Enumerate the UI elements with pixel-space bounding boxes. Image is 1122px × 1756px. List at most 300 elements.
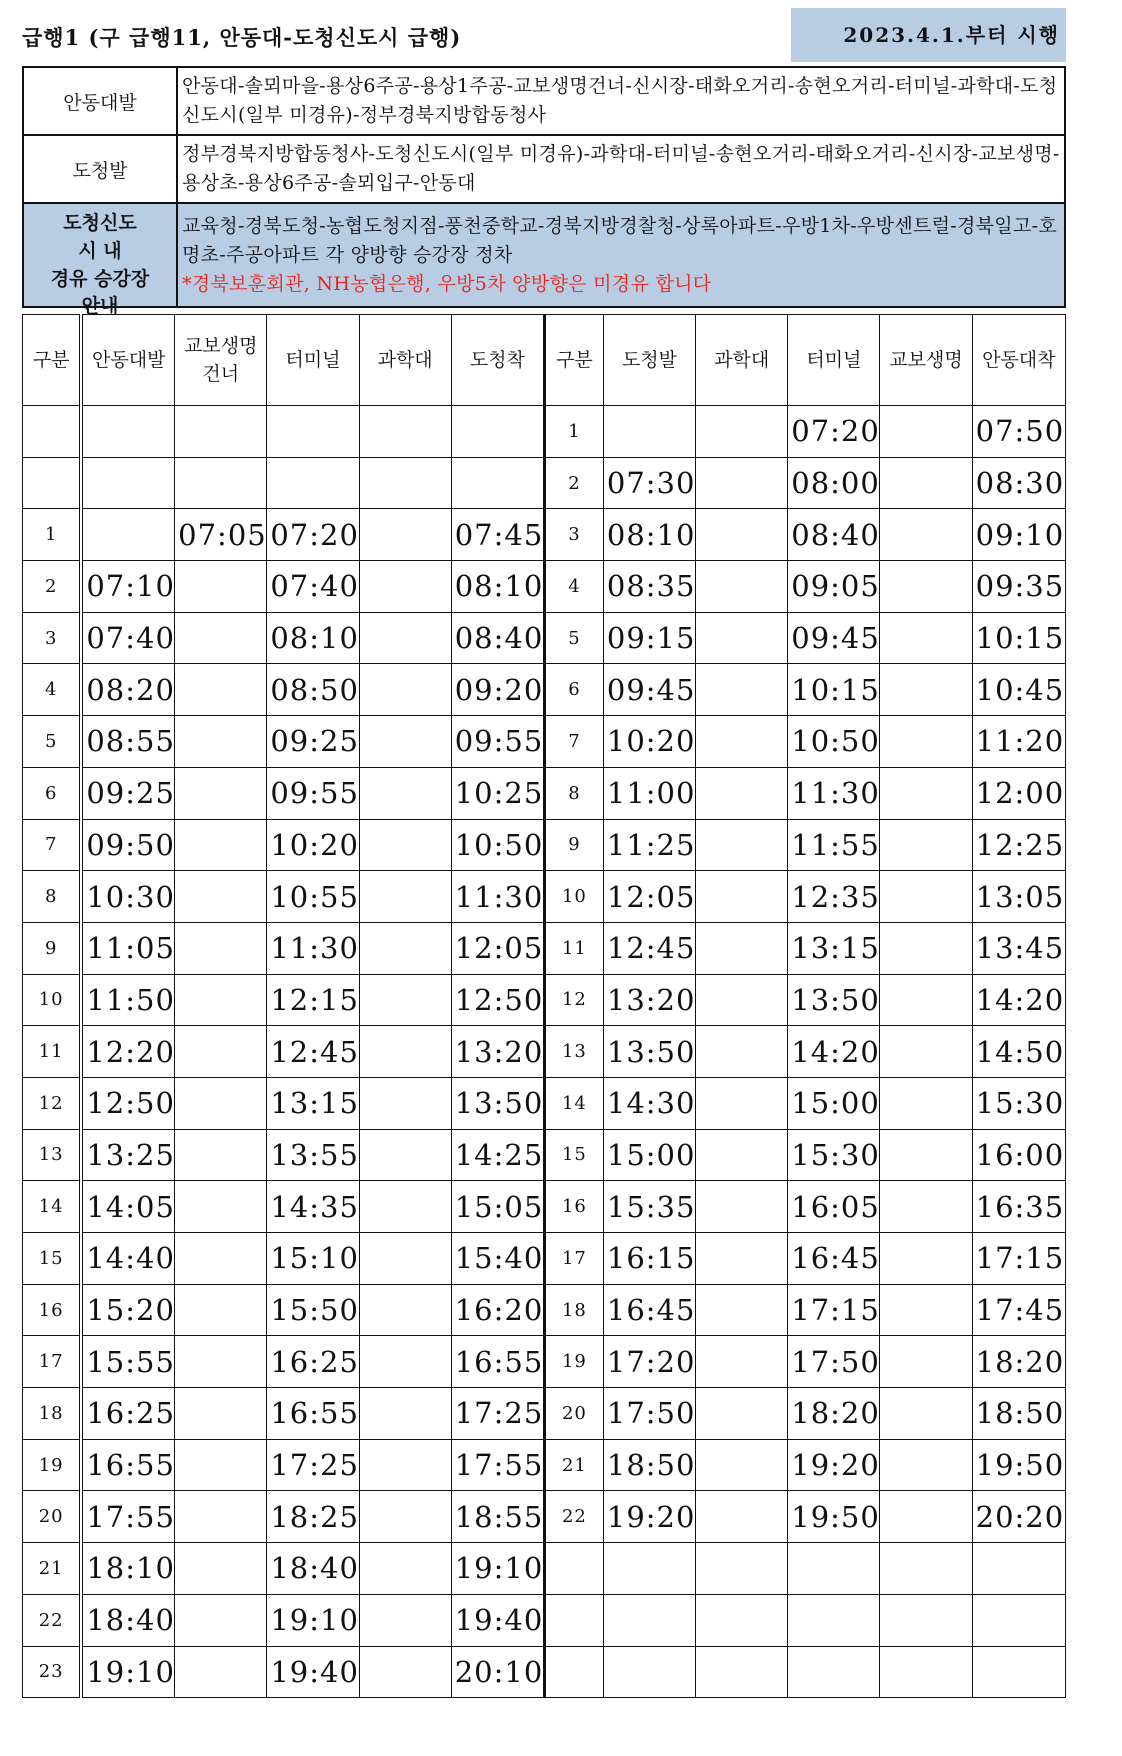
time-cell-right: 18:20	[788, 1388, 880, 1440]
time-cell-left: 10:25	[451, 767, 544, 819]
row-number-right	[545, 1646, 604, 1698]
time-cell-left: 19:40	[267, 1646, 359, 1698]
route-row-stops	[23, 203, 1065, 307]
time-cell-left	[175, 1594, 267, 1646]
row-number-left	[23, 406, 82, 458]
schedule-header-row	[23, 315, 1066, 406]
time-cell-right	[880, 406, 972, 458]
time-cell-left: 15:20	[81, 1284, 174, 1336]
table-row	[23, 1181, 1066, 1233]
stops-label	[23, 203, 177, 317]
time-cell-right: 13:05	[972, 871, 1065, 923]
time-cell-right	[880, 1491, 972, 1543]
time-cell-right: 10:45	[972, 664, 1065, 716]
time-cell-right	[603, 406, 695, 458]
table-row	[23, 1129, 1066, 1181]
time-cell-left: 15:05	[451, 1181, 544, 1233]
time-cell-right	[972, 1543, 1065, 1595]
time-cell-left	[175, 974, 267, 1026]
time-cell-right: 07:50	[972, 406, 1065, 458]
row-number-right: 15	[545, 1129, 604, 1181]
route-text-andong: 안동대-솔뫼마을-용상6주공-용상1주공-교보생명건너-신시장-태화오거리-송현오거리-터미널-과학대-도청신도시(일부 미경유)-정부경북지방합동청사	[177, 67, 1065, 135]
header-left-2: 교보생명건너	[175, 315, 267, 406]
time-cell-right: 17:45	[972, 1284, 1065, 1336]
table-row	[23, 1284, 1066, 1336]
time-cell-right: 13:50	[603, 1026, 695, 1078]
time-cell-right: 14:50	[972, 1026, 1065, 1078]
header-left-1: 안동대발	[81, 315, 174, 406]
time-cell-right: 17:15	[972, 1233, 1065, 1285]
time-cell-right	[696, 1594, 788, 1646]
time-cell-left	[359, 457, 451, 509]
time-cell-left	[359, 1336, 451, 1388]
time-cell-left	[359, 561, 451, 613]
row-number-left: 16	[23, 1284, 82, 1336]
time-cell-left: 10:20	[267, 819, 359, 871]
time-cell-right: 19:20	[788, 1439, 880, 1491]
time-cell-right	[696, 1336, 788, 1388]
time-cell-right: 15:30	[788, 1129, 880, 1181]
row-number-right: 7	[545, 716, 604, 768]
time-cell-left	[175, 1284, 267, 1336]
row-number-left: 13	[23, 1129, 82, 1181]
time-cell-right	[880, 716, 972, 768]
table-row	[23, 1336, 1066, 1388]
time-cell-left	[175, 457, 267, 509]
table-row	[23, 561, 1066, 613]
time-cell-left	[175, 1491, 267, 1543]
time-cell-left	[359, 1543, 451, 1595]
time-cell-right: 14:20	[972, 974, 1065, 1026]
time-cell-right: 20:20	[972, 1491, 1065, 1543]
time-cell-right	[880, 974, 972, 1026]
time-cell-left: 12:50	[451, 974, 544, 1026]
time-cell-left: 13:20	[451, 1026, 544, 1078]
time-cell-left	[359, 406, 451, 458]
table-row	[23, 509, 1066, 561]
time-cell-left: 14:05	[81, 1181, 174, 1233]
time-cell-left: 19:10	[267, 1594, 359, 1646]
row-number-left: 7	[23, 819, 82, 871]
time-cell-right	[696, 406, 788, 458]
time-cell-left	[359, 767, 451, 819]
time-cell-left: 16:55	[81, 1439, 174, 1491]
time-cell-left	[359, 871, 451, 923]
time-cell-left	[175, 561, 267, 613]
row-number-left: 17	[23, 1336, 82, 1388]
effective-date: 2023.4.1.부터 시행	[791, 8, 1066, 62]
time-cell-left: 08:50	[267, 664, 359, 716]
stops-label-line2: 시 내	[78, 240, 122, 262]
time-cell-left: 13:25	[81, 1129, 174, 1181]
time-cell-left: 07:40	[81, 612, 174, 664]
time-cell-right: 16:00	[972, 1129, 1065, 1181]
time-cell-left: 11:30	[267, 922, 359, 974]
route-label-andong: 안동대발	[23, 67, 177, 135]
time-cell-right: 10:20	[603, 716, 695, 768]
time-cell-right: 18:50	[603, 1439, 695, 1491]
time-cell-left	[359, 664, 451, 716]
time-cell-left	[451, 457, 544, 509]
time-cell-left	[359, 974, 451, 1026]
time-cell-right: 16:15	[603, 1233, 695, 1285]
time-cell-left: 09:55	[267, 767, 359, 819]
time-cell-right: 08:00	[788, 457, 880, 509]
time-cell-left	[359, 1594, 451, 1646]
time-cell-right: 12:45	[603, 922, 695, 974]
time-cell-right: 15:35	[603, 1181, 695, 1233]
time-cell-right	[880, 1026, 972, 1078]
time-cell-right	[603, 1646, 695, 1698]
stops-text-cell	[177, 203, 1065, 307]
time-cell-right	[880, 922, 972, 974]
time-cell-left: 13:15	[267, 1077, 359, 1129]
row-number-right: 11	[545, 922, 604, 974]
header-right-2: 과학대	[696, 315, 788, 406]
time-cell-left	[359, 1439, 451, 1491]
row-number-left: 11	[23, 1026, 82, 1078]
time-cell-left	[175, 612, 267, 664]
time-cell-right	[696, 974, 788, 1026]
time-cell-left	[175, 1129, 267, 1181]
row-number-right: 1	[545, 406, 604, 458]
time-cell-right: 09:45	[788, 612, 880, 664]
time-cell-right	[696, 1026, 788, 1078]
time-cell-right	[603, 1543, 695, 1595]
time-cell-right: 16:45	[603, 1284, 695, 1336]
row-number-left: 10	[23, 974, 82, 1026]
row-number-right	[545, 1594, 604, 1646]
time-cell-left: 09:25	[81, 767, 174, 819]
row-number-right: 5	[545, 612, 604, 664]
time-cell-right	[696, 1077, 788, 1129]
time-cell-right	[696, 819, 788, 871]
time-cell-left	[359, 922, 451, 974]
row-number-right: 12	[545, 974, 604, 1026]
time-cell-right	[880, 457, 972, 509]
table-row	[23, 1388, 1066, 1440]
time-cell-right: 09:45	[603, 664, 695, 716]
time-cell-left: 13:55	[267, 1129, 359, 1181]
time-cell-left: 11:50	[81, 974, 174, 1026]
time-cell-left	[359, 509, 451, 561]
time-cell-left	[359, 1077, 451, 1129]
row-number-right: 22	[545, 1491, 604, 1543]
time-cell-right: 19:50	[972, 1439, 1065, 1491]
time-cell-right: 13:20	[603, 974, 695, 1026]
stops-label-line1: 도청신도	[63, 212, 137, 234]
time-cell-left	[175, 1077, 267, 1129]
time-cell-left: 12:15	[267, 974, 359, 1026]
time-cell-right	[696, 871, 788, 923]
header-left-5: 도청착	[451, 315, 544, 406]
table-row	[23, 406, 1066, 458]
row-number-right: 8	[545, 767, 604, 819]
time-cell-left: 19:40	[451, 1594, 544, 1646]
table-row	[23, 1594, 1066, 1646]
time-cell-right: 08:35	[603, 561, 695, 613]
time-cell-right	[696, 561, 788, 613]
time-cell-left: 09:55	[451, 716, 544, 768]
table-row	[23, 1439, 1066, 1491]
time-cell-left: 09:20	[451, 664, 544, 716]
time-cell-left	[81, 457, 174, 509]
header-right-3: 터미널	[788, 315, 880, 406]
row-number-right: 13	[545, 1026, 604, 1078]
row-number-left: 19	[23, 1439, 82, 1491]
time-cell-left: 11:30	[451, 871, 544, 923]
time-cell-left	[451, 406, 544, 458]
row-number-right: 6	[545, 664, 604, 716]
time-cell-right: 12:35	[788, 871, 880, 923]
time-cell-right	[788, 1594, 880, 1646]
table-row	[23, 457, 1066, 509]
time-cell-left: 15:10	[267, 1233, 359, 1285]
time-cell-left	[175, 1336, 267, 1388]
table-row	[23, 767, 1066, 819]
time-cell-left: 11:05	[81, 922, 174, 974]
time-cell-right	[696, 1491, 788, 1543]
time-cell-right	[880, 1181, 972, 1233]
time-cell-left: 10:55	[267, 871, 359, 923]
time-cell-right	[880, 1543, 972, 1595]
time-cell-right: 17:20	[603, 1336, 695, 1388]
time-cell-left	[175, 1388, 267, 1440]
time-cell-right: 08:30	[972, 457, 1065, 509]
time-cell-right: 16:05	[788, 1181, 880, 1233]
time-cell-right: 14:30	[603, 1077, 695, 1129]
time-cell-right: 07:30	[603, 457, 695, 509]
table-row	[23, 1233, 1066, 1285]
stops-label-line4: 안내	[81, 295, 119, 317]
header-right-5: 안동대착	[972, 315, 1065, 406]
time-cell-left	[359, 1026, 451, 1078]
time-cell-right: 07:20	[788, 406, 880, 458]
time-cell-right	[696, 1388, 788, 1440]
time-cell-left: 15:50	[267, 1284, 359, 1336]
row-number-left: 20	[23, 1491, 82, 1543]
row-number-right: 16	[545, 1181, 604, 1233]
table-row	[23, 1077, 1066, 1129]
time-cell-left	[359, 716, 451, 768]
time-cell-left: 16:25	[267, 1336, 359, 1388]
header-right-1: 도청발	[603, 315, 695, 406]
time-cell-right: 13:15	[788, 922, 880, 974]
time-cell-right: 09:10	[972, 509, 1065, 561]
time-cell-left: 08:10	[451, 561, 544, 613]
time-cell-right: 13:45	[972, 922, 1065, 974]
time-cell-right	[880, 871, 972, 923]
row-number-left: 4	[23, 664, 82, 716]
row-number-left: 21	[23, 1543, 82, 1595]
time-cell-left: 15:55	[81, 1336, 174, 1388]
time-cell-left	[359, 1181, 451, 1233]
time-cell-right: 19:20	[603, 1491, 695, 1543]
time-cell-right	[696, 1439, 788, 1491]
time-cell-left: 10:50	[451, 819, 544, 871]
time-cell-right	[696, 1129, 788, 1181]
time-cell-right	[880, 819, 972, 871]
time-cell-right	[696, 1284, 788, 1336]
time-cell-left: 07:45	[451, 509, 544, 561]
time-cell-right	[880, 767, 972, 819]
time-cell-left	[359, 1646, 451, 1698]
time-cell-left	[359, 819, 451, 871]
time-cell-left: 07:40	[267, 561, 359, 613]
time-cell-left: 16:20	[451, 1284, 544, 1336]
time-cell-left	[359, 1233, 451, 1285]
table-row	[23, 819, 1066, 871]
time-cell-right: 09:05	[788, 561, 880, 613]
time-cell-left: 07:05	[175, 509, 267, 561]
time-cell-right: 09:15	[603, 612, 695, 664]
time-cell-left	[81, 406, 174, 458]
time-cell-right: 11:20	[972, 716, 1065, 768]
stops-text: 교육청-경북도청-농협도청지점-풍천중학교-경북지방경찰청-상록아파트-우방1차-우방센트럴-경북일고-호명초-주공아파트 각 양방향 승강장 정차	[182, 214, 1057, 266]
time-cell-right	[788, 1646, 880, 1698]
time-cell-right: 15:00	[788, 1077, 880, 1129]
time-cell-left	[175, 406, 267, 458]
time-cell-left: 17:55	[451, 1439, 544, 1491]
stops-note: *경북보훈회관, NH농협은행, 우방5차 양방향은 미경유 합니다	[182, 272, 712, 295]
time-cell-left: 08:55	[81, 716, 174, 768]
row-number-right: 10	[545, 871, 604, 923]
time-cell-left: 12:50	[81, 1077, 174, 1129]
time-cell-left: 08:40	[451, 612, 544, 664]
time-cell-right	[880, 1077, 972, 1129]
row-number-right: 2	[545, 457, 604, 509]
row-number-left: 23	[23, 1646, 82, 1698]
row-number-right: 4	[545, 561, 604, 613]
time-cell-right: 17:15	[788, 1284, 880, 1336]
table-row	[23, 922, 1066, 974]
row-number-right: 19	[545, 1336, 604, 1388]
schedule-body	[23, 406, 1066, 1698]
time-cell-left: 08:10	[267, 612, 359, 664]
time-cell-right	[696, 716, 788, 768]
time-cell-right	[880, 1233, 972, 1285]
time-cell-right: 10:15	[788, 664, 880, 716]
row-number-left: 22	[23, 1594, 82, 1646]
time-cell-right	[696, 1543, 788, 1595]
time-cell-left: 19:10	[81, 1646, 174, 1698]
table-row	[23, 612, 1066, 664]
time-cell-right	[880, 509, 972, 561]
row-number-right: 3	[545, 509, 604, 561]
time-cell-left: 14:35	[267, 1181, 359, 1233]
stops-label-line3: 경유 승강장	[50, 268, 150, 290]
time-cell-right: 08:10	[603, 509, 695, 561]
time-cell-right: 12:25	[972, 819, 1065, 871]
time-cell-right: 11:55	[788, 819, 880, 871]
table-row	[23, 1026, 1066, 1078]
time-cell-left	[175, 1439, 267, 1491]
time-cell-right	[696, 664, 788, 716]
time-cell-left	[175, 1026, 267, 1078]
time-cell-left: 16:55	[451, 1336, 544, 1388]
time-cell-left	[267, 406, 359, 458]
time-cell-right	[880, 1336, 972, 1388]
row-number-right	[545, 1543, 604, 1595]
time-cell-right	[880, 1129, 972, 1181]
time-cell-left: 09:25	[267, 716, 359, 768]
row-number-left	[23, 457, 82, 509]
time-cell-right	[696, 509, 788, 561]
time-cell-right	[880, 1388, 972, 1440]
time-cell-right	[696, 457, 788, 509]
row-number-right: 9	[545, 819, 604, 871]
time-cell-right: 11:00	[603, 767, 695, 819]
route-label-docheong: 도청발	[23, 135, 177, 203]
time-cell-left: 10:30	[81, 871, 174, 923]
time-cell-right	[696, 612, 788, 664]
header-right-4: 교보생명	[880, 315, 972, 406]
row-number-left: 18	[23, 1388, 82, 1440]
time-cell-left	[175, 1233, 267, 1285]
time-cell-right: 16:45	[788, 1233, 880, 1285]
time-cell-left	[175, 1543, 267, 1595]
time-cell-right	[880, 612, 972, 664]
time-cell-left: 19:10	[451, 1543, 544, 1595]
time-cell-left: 18:10	[81, 1543, 174, 1595]
row-number-left: 15	[23, 1233, 82, 1285]
time-cell-right: 17:50	[603, 1388, 695, 1440]
time-cell-left	[81, 509, 174, 561]
page-title: 급행1 (구 급행11, 안동대-도청신도시 급행)	[22, 25, 462, 50]
header-left-0: 구분	[23, 315, 82, 406]
time-cell-left: 12:45	[267, 1026, 359, 1078]
time-cell-right: 15:00	[603, 1129, 695, 1181]
time-cell-right: 10:15	[972, 612, 1065, 664]
route-text-docheong: 정부경북지방합동청사-도청신도시(일부 미경유)-과학대-터미널-송현오거리-태화오거리-신시장-교보생명-용상초-용상6주공-솔뫼입구-안동대	[177, 135, 1065, 203]
time-cell-right: 10:50	[788, 716, 880, 768]
time-cell-right	[696, 922, 788, 974]
header-left-3: 터미널	[267, 315, 359, 406]
time-cell-right	[880, 561, 972, 613]
time-cell-left: 14:40	[81, 1233, 174, 1285]
time-cell-right: 19:50	[788, 1491, 880, 1543]
time-cell-right	[696, 1233, 788, 1285]
time-cell-right: 16:35	[972, 1181, 1065, 1233]
time-cell-right	[696, 1646, 788, 1698]
time-cell-left: 08:20	[81, 664, 174, 716]
time-cell-right	[972, 1594, 1065, 1646]
row-number-left: 14	[23, 1181, 82, 1233]
time-cell-left: 13:50	[451, 1077, 544, 1129]
row-number-right: 21	[545, 1439, 604, 1491]
table-row	[23, 664, 1066, 716]
time-cell-left: 17:55	[81, 1491, 174, 1543]
time-cell-left: 15:40	[451, 1233, 544, 1285]
time-cell-left: 12:05	[451, 922, 544, 974]
header-left-4: 과학대	[359, 315, 451, 406]
time-cell-left: 18:40	[267, 1543, 359, 1595]
time-cell-left: 18:25	[267, 1491, 359, 1543]
route-row-andong	[23, 67, 1065, 135]
table-row	[23, 871, 1066, 923]
time-cell-left	[175, 767, 267, 819]
time-cell-right: 12:00	[972, 767, 1065, 819]
time-cell-right: 09:35	[972, 561, 1065, 613]
row-number-right: 14	[545, 1077, 604, 1129]
row-number-left: 3	[23, 612, 82, 664]
row-number-left: 9	[23, 922, 82, 974]
time-cell-right: 17:50	[788, 1336, 880, 1388]
time-cell-left	[267, 457, 359, 509]
time-cell-left: 09:50	[81, 819, 174, 871]
time-cell-right	[880, 1594, 972, 1646]
row-number-left: 1	[23, 509, 82, 561]
